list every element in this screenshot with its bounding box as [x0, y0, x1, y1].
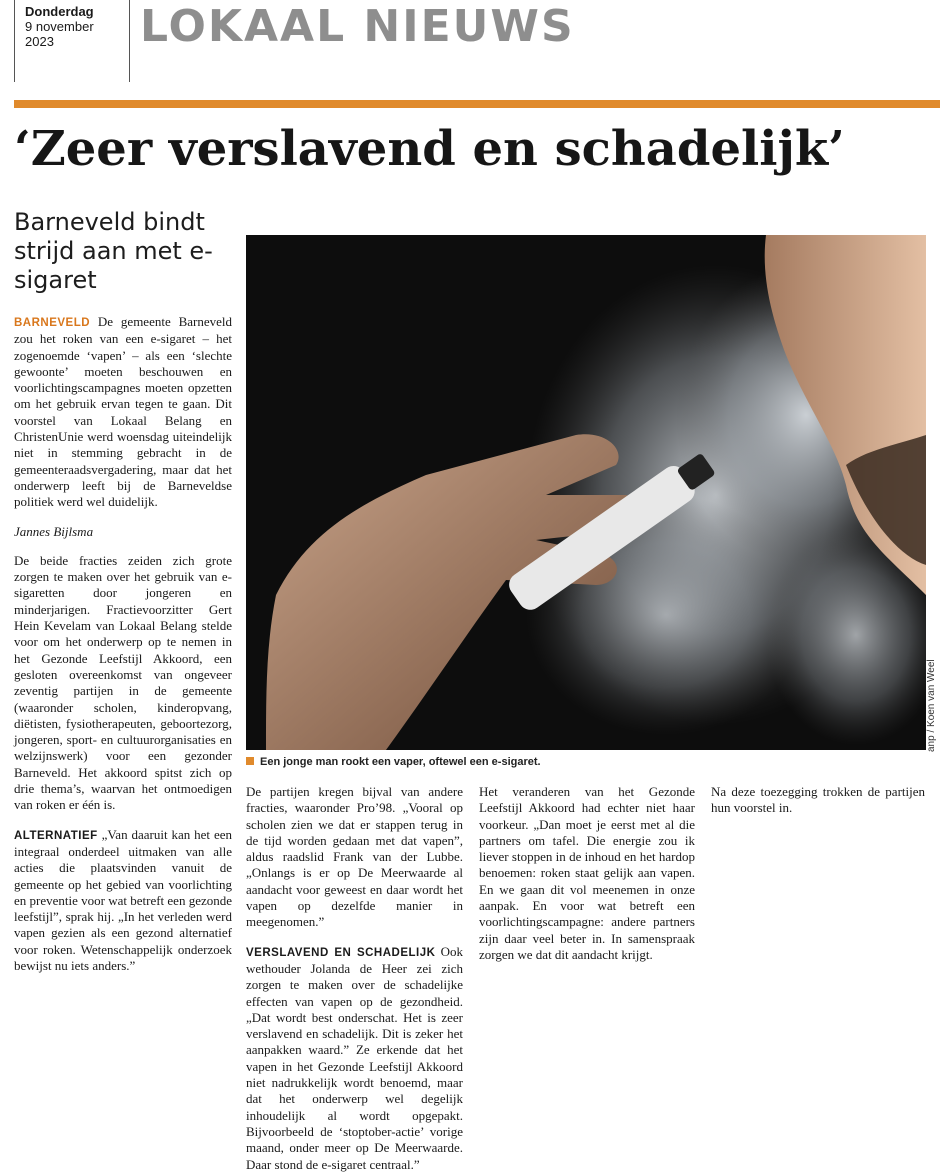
article-column-2 [246, 784, 463, 1173]
subheading-kicker: ALTERNATIEF [14, 829, 98, 842]
headline: ‘Zeer verslavend en schadelijk’ [14, 121, 845, 177]
edition-date: 9 november [25, 19, 94, 34]
section-title: LOKAAL NIEUWS [140, 1, 575, 52]
body-paragraph: De partijen kregen bijval van andere fracties, waaronder Pro’98. „Vooral op scholen zien we dat er stappen terug in de tijd worden gedaan met dat vapen”, aldus raadslid Frank van der Lubbe. „Onlangs is er op De Meerwaarde al aandacht voor geweest en daar wordt het vapen op dezelfde manier in meegenomen.” [246, 784, 463, 930]
byline: Jannes Bijlsma [14, 523, 94, 539]
body-paragraph [14, 827, 232, 975]
edition-year: 2023 [25, 34, 54, 49]
subhead: Barneveld bindt strijd aan met e-sigaret [14, 208, 213, 294]
article-column-4 [711, 784, 925, 817]
caption-bullet [246, 757, 254, 765]
edition-day: Donderdag [25, 4, 94, 19]
lead-text: De gemeente Barneveld zou het roken van een e-sigaret – het zogenoemde ‘vapen’ – als een ‘slechte gewoonte’ moeten beschouwen en voorlichtingscampagnes moeten opzetten om het gebruik ervan tegen te gaan. Dit voorstel van Lokaal Belang en ChristenUnie werd woensdag uiteindelijk niet in stemming gebracht in de gemeenteraadsvergadering, maar dat het onderwerp leeft bij de Barneveldse politiek werd wel duidelijk. [14, 314, 233, 510]
photo-credit: anp / Koen van Weel [926, 659, 937, 752]
article-photo [246, 235, 926, 750]
body-paragraph: Het veranderen van het Gezonde Leefstijl Akkoord had echter niet haar voorkeur. „Dan moet je eerst met al die partners om tafel. Die energie zou ik liever stoppen in de inhoud en het hardop benoemen: roken staat gelijk aan vapen. En we gaan dit vol meenemen in onze aanpak. En voor wat betreft een voorlichtingscampagne: andere partners zijn daar veel beter in. In samenspraak zorgen we dat dit aandacht krijgt. [479, 784, 695, 962]
orange-rule [14, 100, 940, 108]
masthead [0, 0, 940, 84]
date-block [14, 0, 130, 82]
caption-text: Een jonge man rookt een vaper, oftewel een e-sigaret. [260, 756, 541, 768]
body-paragraph: Na deze toezegging trokken de partijen hun voorstel in. [711, 784, 925, 816]
subheading-kicker: VERSLAVEND EN SCHADELIJK [246, 946, 436, 959]
body-paragraph [246, 944, 463, 1173]
body-paragraph: De beide fracties zeiden zich grote zorgen te maken over het gebruik van e-sigaretten door jongeren en minderjarigen. Fractievoorzitter Gert Hein Kevelam van Lokaal Belang stelde voor om het onderwerp op te nemen in het Gezonde Leefstijl Akkoord, een gesloten overeenkomst van ongeveer zeventig partijen in de gemeente (waaronder scholen, kinderopvang, diëtisten, fysiotherapeuten, geboortezorg, jongeren, sport- en cultuurorganisaties en welzijnswerk) voor een gezonder Barneveld. Het akkoord spitst zich op drie thema’s, waarvan het ontmoedigen van roken er één is. [14, 552, 232, 813]
vaping-photo-illustration [246, 235, 926, 750]
lead-paragraph [14, 314, 232, 511]
article-column-3 [479, 784, 695, 963]
body-text: „Van daaruit kan het een integraal onderdeel uitmaken van alle acties die plaatsvinden vanuit de gemeente op het gebied van voorlichting en preventie voor wat betreft een gezonde leefstijl”, sprak hij. „In het verleden werd vapen gezien als een gezond alternatief voor roken. Wetenschappelijk onderzoek bewijst nu iets anders.” [14, 826, 233, 973]
body-text: Ook wethouder Jolanda de Heer zei zich zorgen te maken over de schadelijke effecten van vapen op de gezondheid. „Dat wordt best onderschat. Het is zeer verslavend en schadelijk. Dit is zeker het aanpakken waard.” Ze erkende dat het vapen in het Gezonde Leefstijl Akkoord niet nadrukkelijk wordt benoemd, maar dat het onderwerp wel degelijk inhoudelijk al wordt opgepakt. Bijvoorbeeld de ‘stoptober-actie’ vorige maand, onder meer op De Meerwaarde. Daar stond de e-sigaret centraal.” [246, 943, 463, 1172]
dateline: BARNEVELD [14, 317, 91, 329]
article-column-1 [14, 314, 232, 974]
photo-caption [246, 756, 926, 768]
